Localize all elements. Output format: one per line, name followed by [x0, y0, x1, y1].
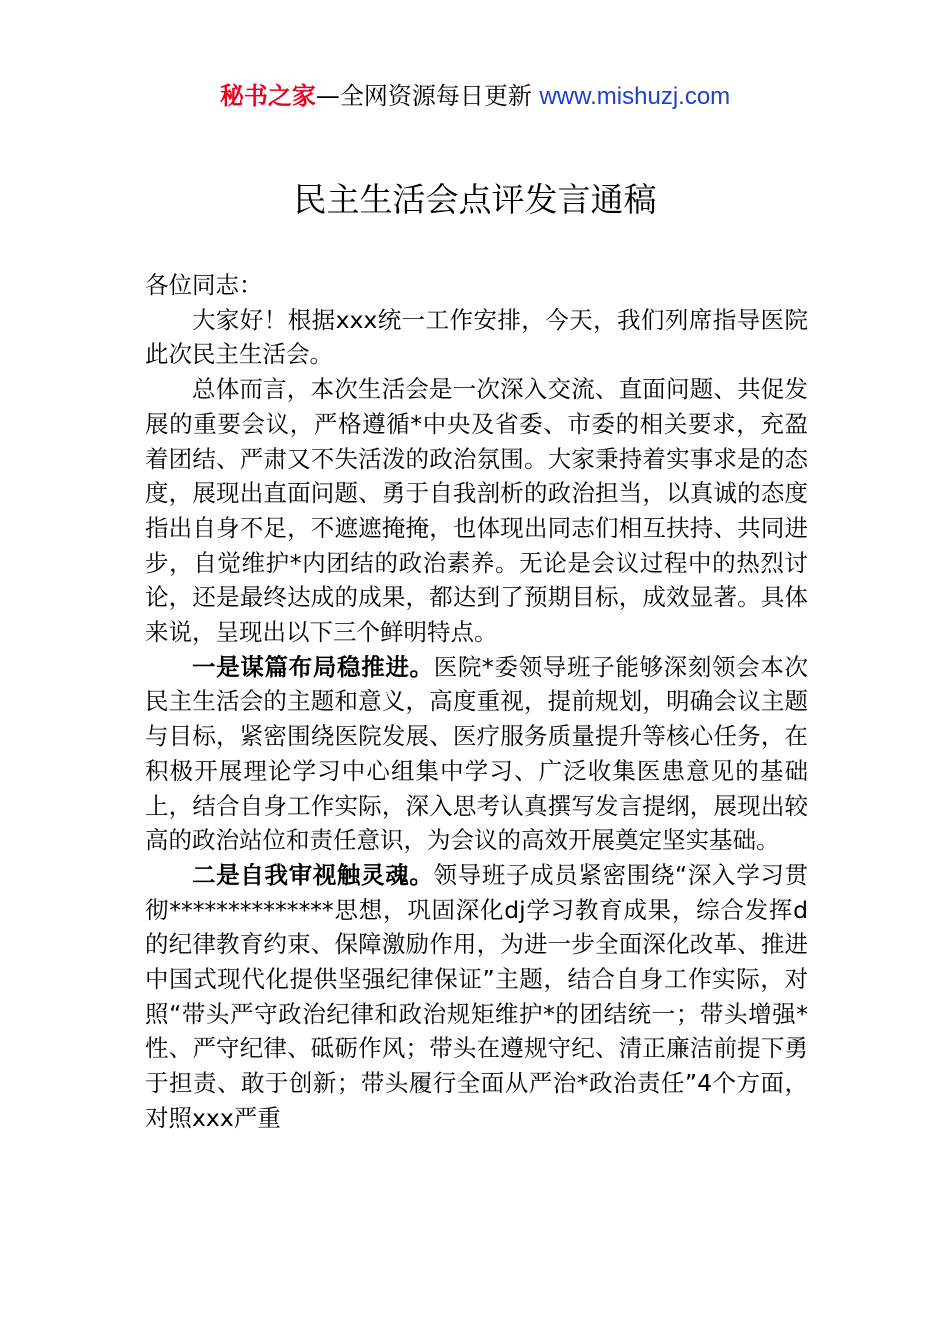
- site-tagline: —全网资源每日更新: [315, 82, 540, 110]
- point-two-text: 领导班子成员紧密围绕“深入学习贯彻**************思想，巩固深化dj学习教育成果，综合发挥d的纪律教育约束、保障激励作用，为进一步全面深化改革、推进中国式现代化提供坚强纪律保证”主题，结合自身工作实际，对照“带头严守政治纪律和政治规矩维护*的团结统一；带头增强*性、严守纪律、砥砺作风；带头在遵规守纪、清正廉洁前提下勇于担责、敢于创新；带头履行全面从严治*政治责任”4个方面，对照xxx严重: [145, 860, 808, 1132]
- salutation: 各位同志：: [145, 271, 263, 299]
- site-brand: 秘书之家: [219, 82, 316, 110]
- paragraph-overview: 总体而言，本次生活会是一次深入交流、直面问题、共促发展的重要会议，严格遵循*中央及省委、市委的相关要求，充盈着团结、严肃又不失活泼的政治氛围。大家秉持着实事求是的态度，展现出直面问题、勇于自我剖析的政治担当，以真诚的态度指出自身不足，不遮遮掩掩，也体现出同志们相互扶持、共同进步，自觉维护*内团结的政治素养。无论是会议过程中的热烈讨论，还是最终达成的成果，都达到了预期目标，成效显著。具体来说，呈现出以下三个鲜明特点。: [145, 375, 808, 647]
- site-url-link[interactable]: www.mishuzj.com: [539, 83, 731, 110]
- site-header: [0, 80, 950, 113]
- point-one-text: 医院*委领导班子能够深刻领会本次民主生活会的主题和意义，高度重视，提前规划，明确会议主题与目标，紧密围绕医院发展、医疗服务质量提升等核心任务，在积极开展理论学习中心组集中学习、广泛收集医患意见的基础上，结合自身工作实际，深入思考认真撰写发言提纲，展现出较高的政治站位和责任意识，为会议的高效开展奠定坚实基础。: [145, 652, 809, 855]
- paragraph-point-two: [145, 858, 808, 1136]
- point-two-heading: 二是自我审视触灵魂。: [192, 860, 434, 889]
- document-title: 民主生活会点评发言通稿: [293, 180, 657, 219]
- point-one-heading: 一是谋篇布局稳推进。: [192, 652, 434, 681]
- document-body: [145, 268, 808, 1136]
- paragraph-intro: 大家好！根据xxx统一工作安排，今天，我们列席指导医院此次民主生活会。: [145, 305, 808, 369]
- paragraph-point-one: [145, 650, 808, 858]
